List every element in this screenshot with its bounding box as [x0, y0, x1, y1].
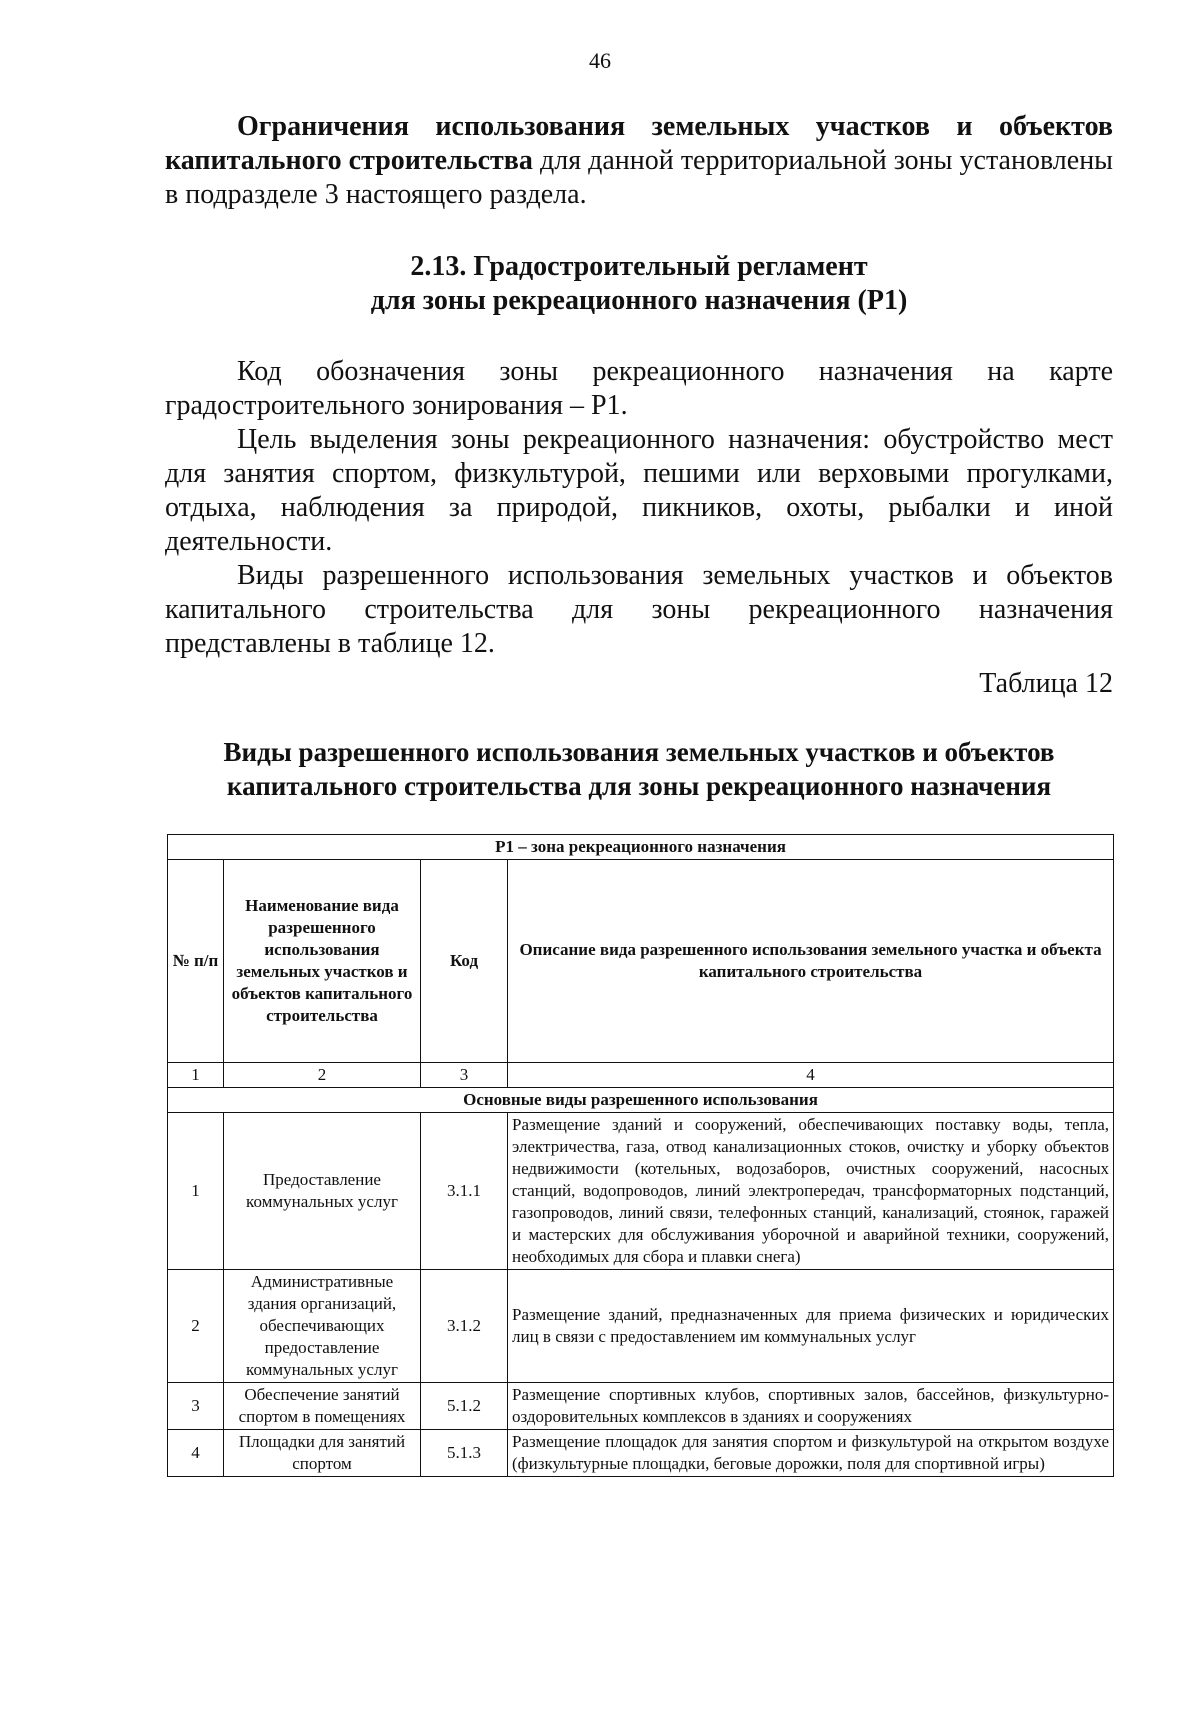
- intro-paragraph: [165, 110, 1113, 212]
- table-row: [168, 1430, 1114, 1477]
- row-code: 3.1.1: [421, 1113, 508, 1270]
- row-code: 5.1.3: [421, 1430, 508, 1477]
- column-header-name: Наименование вида разрешенного использования земельных участков и объектов капитального строительства: [224, 860, 421, 1063]
- row-description: Размещение площадок для занятия спортом и физкультурой на открытом воздухе (физкультурные площадки, беговые дорожки, поля для спортивной игры): [508, 1430, 1114, 1477]
- row-description: Размещение спортивных клубов, спортивных залов, бассейнов, физкультурно-оздоровительных комплексов в зданиях и сооружениях: [508, 1383, 1114, 1430]
- body-text: [165, 355, 1113, 661]
- row-code: 3.1.2: [421, 1270, 508, 1383]
- column-number: 1: [168, 1063, 224, 1088]
- column-header-num: № п/п: [168, 860, 224, 1063]
- page-number: 46: [589, 48, 611, 73]
- row-code: 5.1.2: [421, 1383, 508, 1430]
- section-title-line1: 2.13. Градостроительный регламент: [410, 251, 868, 282]
- section-title: [165, 250, 1113, 318]
- row-num: 2: [168, 1270, 224, 1383]
- group-header: Основные виды разрешенного использования: [168, 1088, 1114, 1113]
- section-title-line2: для зоны рекреационного назначения (Р1): [370, 285, 908, 316]
- table-caption-line1: Виды разрешенного использования земельных участков и объектов: [223, 737, 1055, 767]
- row-name: Предоставление коммунальных услуг: [224, 1113, 421, 1270]
- paragraph-code: Код обозначения зоны рекреационного назначения на карте градостроительного зонирования – Р1.: [165, 356, 1113, 421]
- table-row: [168, 1113, 1114, 1270]
- table-row: [168, 1270, 1114, 1383]
- row-num: 4: [168, 1430, 224, 1477]
- column-number: 3: [421, 1063, 508, 1088]
- paragraph-types: Виды разрешенного использования земельных участков и объектов капитального строительства для зоны рекреационного назначения представлены в таблице 12.: [165, 560, 1113, 659]
- row-name: Обеспечение занятий спортом в помещениях: [224, 1383, 421, 1430]
- column-number: 2: [224, 1063, 421, 1088]
- row-description: Размещение зданий, предназначенных для приема физических и юридических лиц в связи с предоставлением им коммунальных услуг: [508, 1270, 1114, 1383]
- column-header-code: Код: [421, 860, 508, 1063]
- column-header-description: Описание вида разрешенного использования земельного участка и объекта капитального строительства: [508, 860, 1114, 1063]
- table-caption: [165, 735, 1113, 803]
- table-caption-line2: капитального строительства для зоны рекреационного назначения: [226, 771, 1052, 801]
- column-number: 4: [508, 1063, 1114, 1088]
- paragraph-purpose: Цель выделения зоны рекреационного назначения: обустройство мест для занятия спортом, физкультурой, пешими или верховыми прогулками, отдыха, наблюдения за природой, пикников, охоты, рыбалки и иной деятельности.: [165, 424, 1113, 557]
- row-name: Площадки для занятий спортом: [224, 1430, 421, 1477]
- row-num: 1: [168, 1113, 224, 1270]
- row-name: Административные здания организаций, обеспечивающих предоставление коммунальных услуг: [224, 1270, 421, 1383]
- table-label: Таблица 12: [979, 668, 1113, 699]
- intro-normal-text: для данной территориальной зоны установлены в подразделе 3 настоящего раздела.: [165, 145, 1113, 210]
- land-use-table: [167, 834, 1114, 1477]
- row-description: Размещение зданий и сооружений, обеспечивающих поставку воды, тепла, электричества, газа, отвод канализационных стоков, очистку и уборку объектов недвижимости (котельных, водозаборов, очистных сооружений, насосных станций, водопроводов, линий электропередач, трансформаторных подстанций, газопроводов, линий связи, телефонных станций, канализаций, стоянок, гаражей и мастерских для обслуживания уборочной и аварийной техники, сооружений, необходимых для сбора и плавки снега): [508, 1113, 1114, 1270]
- zone-header: Р1 – зона рекреационного назначения: [168, 835, 1114, 860]
- row-num: 3: [168, 1383, 224, 1430]
- table-row: [168, 1383, 1114, 1430]
- intro-bold-text: Ограничения использования земельных участков и объектов капитального строительства: [165, 111, 1113, 176]
